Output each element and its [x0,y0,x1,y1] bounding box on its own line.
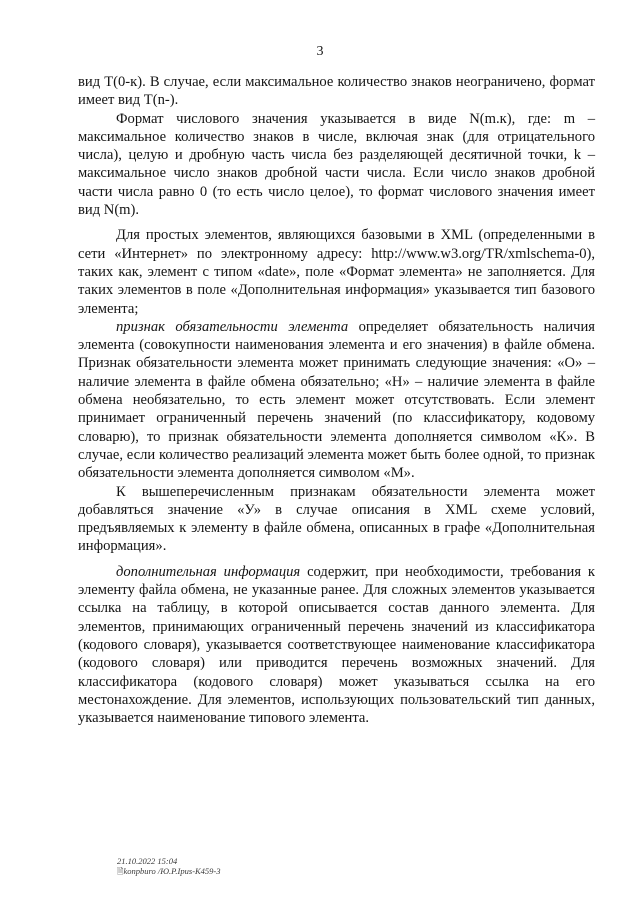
document-icon: 🗎 [117,867,124,876]
footer-timestamp: 21.10.2022 15:04 [117,856,178,866]
footer-file-ref: konpburo /Ю.Р.Ipus-К459-3 [123,866,221,876]
paragraph-mandatory-sign [78,318,595,483]
paragraph-numeric-format: Формат числового значения указывается в виде N(m.к), где: m – максимальное количество знаков в числе, включая знак (для отрицательного числа), целую и дробную часть числа без разделяющей десятичной точки, k – максимальное число знаков дробной части числа. Если число знаков дробной части числа равно 0 (то есть число целое), то формат числового значения имеет вид N(m). [78,110,595,219]
footer-stamp [117,856,221,877]
footer-file-line [117,866,221,877]
page-number: 3 [316,44,324,59]
term-additional-info: дополнительная информация [116,563,301,580]
paragraph-mandatory-sign-text: определяет обязательность наличия элемента (совокупности наименования элемента и его значения) в файле обмена. Признак обязательности элемента может принимать следующие значения: «О» – наличие элемента в файле обмена обязательно; «Н» – наличие элемента в файле обмена необязательно, то есть элемент может отсутствовать. Если элемент принимает ограниченный перечень значений (по классификатору, кодовому словарю), то признак обязательности элемента дополняется символом «К». В случае, если количество реализаций элемента может быть более одной, то признак обязательности элемента дополняется символом «М». [78,318,595,482]
document-body [78,73,595,734]
paragraph-condition-value: К вышеперечисленным признакам обязательности элемента может добавляться значение «У» в случае описания в XML схеме условий, предъявляемых к элементу в файле обмена, описанных в графе «Дополнительная информация». [78,483,595,555]
paragraph-additional-info-text: содержит, при необходимости, требования к элементу файла обмена, не указанные ранее. Для сложных элементов указывается ссылка на таблицу, в которой описывается состав данного элемента. Для элементов, принимающих ограниченный перечень значений из классификатора (кодового словаря), указывается соответствующее наименование классификатора (кодового словаря) или приводится перечень возможных значений. Для классификатора (кодового словаря) может указываться ссылка на его местонахождение. Для элементов, использующих пользовательский тип данных, указывается наименование типового элемента. [78,563,595,727]
paragraph-simple-elements: Для простых элементов, являющихся базовыми в XML (определенными в сети «Интернет» по электронному адресу: http://www.w3.org/TR/xmlschema-0), таких как, элемент с типом «date», поле «Формат элемента» не заполняется. Для таких элементов в поле «Дополнительная информация» указывается тип базового элемента; [78,227,595,317]
paragraph-additional-info [78,563,595,728]
term-mandatory-sign: признак обязательности элемента [116,318,349,335]
paragraph-text-format-continued: вид T(0-к). В случае, если максимальное количество знаков неограничено, формат имеет вид T(n-). [78,74,595,109]
